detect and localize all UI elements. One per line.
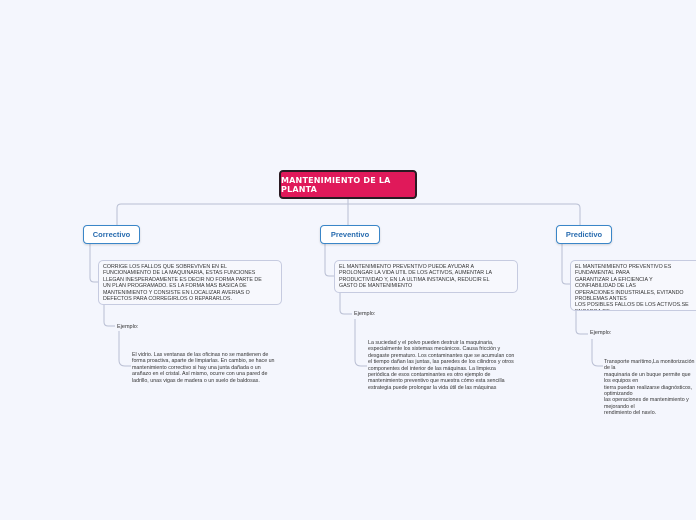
root-topic[interactable] — [279, 170, 417, 199]
description-preventivo: EL MANTENIMIENTO PREVENTIVO PUEDE AYUDAR A PROLONGAR LA VIDA UTIL DE LOS ACTIVOS, AUMENTAR LA PRODUCTIVIDAD Y, EN LA ULTIMA INSTANCIA, REDUCIR EL GASTO DE MANTENIMIENTO — [334, 260, 518, 293]
branch-predictivo[interactable] — [556, 225, 612, 244]
example-label-preventivo: Ejemplo: — [354, 311, 376, 317]
branch-label: Predictivo — [565, 230, 603, 239]
description-correctivo: CORRIGE LOS FALLOS QUE SOBREVIVEN EN EL FUNCIONAMIENTO DE LA MAQUINARIA, ESTAS FUNCIONES LLEGAN INESPERADAMENTE ES DECIR NO FORMA PARTE DE UN PLAN PROGRAMADO. ES LA FORMA MAS BASICA DE MANTENIMIENTO Y CONSISTE EN LOCALIZAR AVERIAS O DEFECTOS PARA CORREGIRLOS O REPARARLOS. — [98, 260, 282, 305]
example-predictivo: Transporte marítimo,La monitorización de la maquinaria de un buque permite que los equipos en tierra puedan realizarse diagnósticos, optimizando las operaciones de mantenimiento y mejorando el rendimiento del navío. — [604, 359, 695, 417]
branch-label: Preventivo — [330, 230, 370, 239]
example-preventivo: La suciedad y el polvo pueden destruir la maquinaria, especialmente los sistemas mecánicos. Causa fricción y desgaste prematuro. Los contaminantes que se acumulan con el tiempo dañan las juntas, las paredes de los cilindros y otros componentes del interior de las máquinas. La limpieza periódica de esos contaminantes es otro ejemplo de mantenimiento preventivo que muestra cómo esta sencilla estrategia puede prolongar la vida útil de las máquinas — [368, 340, 515, 391]
root-title: MANTENIMIENTO DE LA PLANTA — [281, 175, 391, 194]
description-predictivo: EL MANTENIMIENTO PREVENTIVO ES FUNDAMENTAL PARA GARANTIZAR LA EFICIENCIA Y CONFIABILIDAD DE LAS OPERACIONES INDUSTRIALES, EVITANDO PROBLEMAS ANTES LOS POSIBLES FALLOS DE LOS ACTIVOS.SE — [570, 260, 696, 311]
branch-label: Correctivo — [92, 230, 131, 239]
branch-preventivo[interactable] — [320, 225, 380, 244]
branch-correctivo[interactable] — [83, 225, 140, 244]
example-label-correctivo: Ejemplo: — [117, 324, 139, 330]
example-label-predictivo: Ejemplo: — [590, 330, 612, 336]
example-correctivo: El vidrio. Las ventanas de las oficinas no se mantienen de forma proactiva, aparte de limpiarlas. En cambio, se hace un mantenimiento correctivo si hay una junta dañada o un arañazo en el cristal. Así mismo, ocurre con una pared de ladrillo, unas vigas de madera o un suelo de baldosas. — [132, 352, 275, 384]
